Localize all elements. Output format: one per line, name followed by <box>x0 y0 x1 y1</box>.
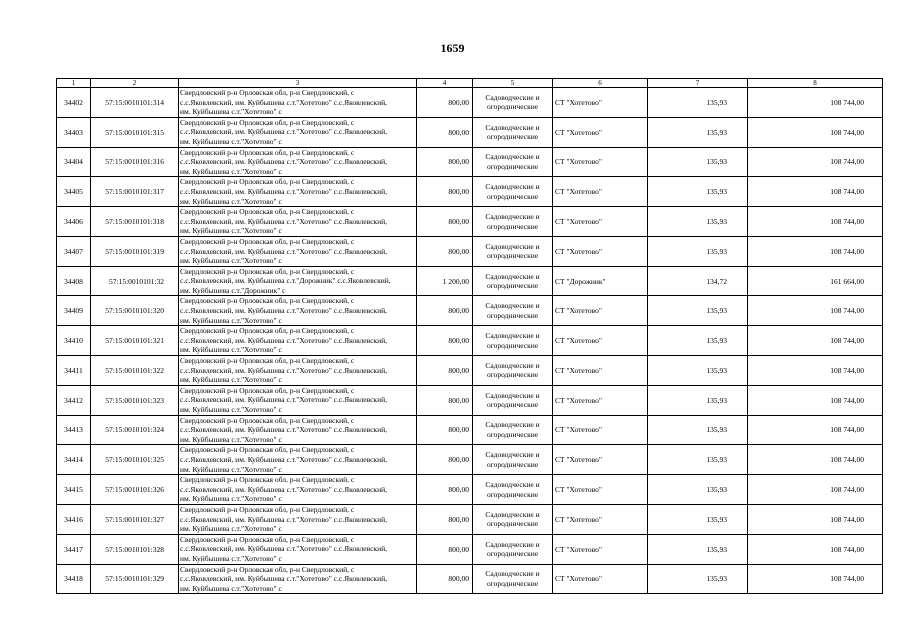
address-cell <box>179 504 417 534</box>
cadastral-value-cell: 161 664,00 <box>748 266 883 296</box>
cadastral-number-cell: 57:15:0010101:320 <box>91 296 179 326</box>
table-row <box>57 475 883 505</box>
area-cell: 800,00 <box>417 415 473 445</box>
record-number-cell: 34415 <box>57 475 91 505</box>
land-use-cell: Садоводческие и огороднические <box>473 475 553 505</box>
address-line: Свердловский р-н Орловская обл, р-н Свердловский, с <box>180 445 355 455</box>
area-cell: 800,00 <box>417 326 473 356</box>
cadastral-value-cell: 108 744,00 <box>748 236 883 266</box>
address-line: им. Куйбышева с.т."Хотетово" с <box>180 524 282 534</box>
cadastral-value-cell: 108 744,00 <box>748 534 883 564</box>
address-line: Свердловский р-н Орловская обл, р-н Свердловский, с <box>180 266 355 276</box>
address-line: им. Куйбышева с.т."Хотетово" с <box>180 345 282 355</box>
table-row <box>57 207 883 237</box>
address-line: им. Куйбышева с.т."Дорожник" с <box>180 285 286 295</box>
organization-cell: СТ "Хотетово" <box>553 504 648 534</box>
land-use-cell: Садоводческие и огороднические <box>473 445 553 475</box>
area-cell: 800,00 <box>417 445 473 475</box>
table-row <box>57 88 883 118</box>
organization-cell: СТ "Хотетово" <box>553 296 648 326</box>
area-cell: 1 200,00 <box>417 266 473 296</box>
address-line: Свердловский р-н Орловская обл, р-н Свердловский, с <box>180 236 355 246</box>
organization-cell: СТ "Хотетово" <box>553 356 648 386</box>
address-line: с.с.Яковлевский, им. Куйбышева с.т."Хотетово" с.с.Яковлевский, <box>180 425 387 435</box>
column-number-row <box>57 79 883 88</box>
record-number-cell: 34408 <box>57 266 91 296</box>
cadastral-number-cell: 57:15:0010101:315 <box>91 117 179 147</box>
land-register-table <box>56 78 883 594</box>
address-line: им. Куйбышева с.т."Хотетово" с <box>180 553 282 563</box>
table-row <box>57 326 883 356</box>
address-line: с.с.Яковлевский, им. Куйбышева с.т."Хотетово" с.с.Яковлевский, <box>180 395 387 405</box>
unit-value-cell: 135,93 <box>648 147 748 177</box>
table-row <box>57 534 883 564</box>
record-number-cell: 34413 <box>57 415 91 445</box>
unit-value-cell: 135,93 <box>648 177 748 207</box>
cadastral-value-cell: 108 744,00 <box>748 445 883 475</box>
land-use-cell: Садоводческие и огороднические <box>473 236 553 266</box>
cadastral-number-cell: 57:15:0010101:327 <box>91 504 179 534</box>
address-line: им. Куйбышева с.т."Хотетово" с <box>180 315 282 325</box>
address-line: с.с.Яковлевский, им. Куйбышева с.т."Хотетово" с.с.Яковлевский, <box>180 574 387 584</box>
address-line: Свердловский р-н Орловская обл, р-н Свердловский, с <box>180 326 355 336</box>
cadastral-number-cell: 57:15:0010101:325 <box>91 445 179 475</box>
address-line: с.с.Яковлевский, им. Куйбышева с.т."Хотетово" с.с.Яковлевский, <box>180 365 387 375</box>
cadastral-value-cell: 108 744,00 <box>748 207 883 237</box>
address-line: Свердловский р-н Орловская обл, р-н Свердловский, с <box>180 475 355 485</box>
record-number-cell: 34404 <box>57 147 91 177</box>
organization-cell: СТ "Хотетово" <box>553 415 648 445</box>
cadastral-number-cell: 57:15:0010101:32 <box>91 266 179 296</box>
address-line: Свердловский р-н Орловская обл, р-н Свердловский, с <box>180 177 355 187</box>
address-line: Свердловский р-н Орловская обл, р-н Свердловский, с <box>180 564 355 574</box>
address-line: им. Куйбышева с.т."Хотетово" с <box>180 196 282 206</box>
table-row <box>57 296 883 326</box>
cadastral-value-cell: 108 744,00 <box>748 117 883 147</box>
address-line: с.с.Яковлевский, им. Куйбышева с.т."Хотетово" с.с.Яковлевский, <box>180 216 387 226</box>
cadastral-number-cell: 57:15:0010101:319 <box>91 236 179 266</box>
land-use-cell: Садоводческие и огороднические <box>473 385 553 415</box>
land-use-cell: Садоводческие и огороднические <box>473 564 553 594</box>
unit-value-cell: 134,72 <box>648 266 748 296</box>
address-line: с.с.Яковлевский, им. Куйбышева с.т."Хотетово" с.с.Яковлевский, <box>180 157 387 167</box>
cadastral-number-cell: 57:15:0010101:322 <box>91 356 179 386</box>
unit-value-cell: 135,93 <box>648 564 748 594</box>
address-line: им. Куйбышева с.т."Хотетово" с <box>180 107 282 117</box>
address-line: с.с.Яковлевский, им. Куйбышева с.т."Хотетово" с.с.Яковлевский, <box>180 306 387 316</box>
area-cell: 800,00 <box>417 356 473 386</box>
address-line: с.с.Яковлевский, им. Куйбышева с.т."Хотетово" с.с.Яковлевский, <box>180 335 387 345</box>
cadastral-number-cell: 57:15:0010101:329 <box>91 564 179 594</box>
cadastral-number-cell: 57:15:0010101:328 <box>91 534 179 564</box>
address-cell <box>179 236 417 266</box>
cadastral-number-cell: 57:15:0010101:324 <box>91 415 179 445</box>
cadastral-value-cell: 108 744,00 <box>748 475 883 505</box>
land-use-cell: Садоводческие и огороднические <box>473 326 553 356</box>
organization-cell: СТ "Хотетово" <box>553 236 648 266</box>
record-number-cell: 34407 <box>57 236 91 266</box>
address-line: Свердловский р-н Орловская обл, р-н Свердловский, с <box>180 296 355 306</box>
address-line: Свердловский р-н Орловская обл, р-н Свердловский, с <box>180 88 355 97</box>
land-use-cell: Садоводческие и огороднические <box>473 88 553 118</box>
column-header: 4 <box>417 79 473 88</box>
record-number-cell: 34411 <box>57 356 91 386</box>
cadastral-value-cell: 108 744,00 <box>748 147 883 177</box>
organization-cell: СТ "Хотетово" <box>553 117 648 147</box>
address-line: Свердловский р-н Орловская обл, р-н Свердловский, с <box>180 356 355 366</box>
table-row <box>57 415 883 445</box>
address-cell <box>179 415 417 445</box>
address-line: Свердловский р-н Орловская обл, р-н Свердловский, с <box>180 385 355 395</box>
land-use-cell: Садоводческие и огороднические <box>473 207 553 237</box>
unit-value-cell: 135,93 <box>648 475 748 505</box>
cadastral-number-cell: 57:15:0010101:314 <box>91 88 179 118</box>
cadastral-value-cell: 108 744,00 <box>748 296 883 326</box>
unit-value-cell: 135,93 <box>648 534 748 564</box>
address-line: им. Куйбышева с.т."Хотетово" с <box>180 256 282 266</box>
address-line: Свердловский р-н Орловская обл, р-н Свердловский, с <box>180 207 355 217</box>
area-cell: 800,00 <box>417 534 473 564</box>
address-line: им. Куйбышева с.т."Хотетово" с <box>180 375 282 385</box>
area-cell: 800,00 <box>417 475 473 505</box>
address-cell <box>179 385 417 415</box>
table-row <box>57 147 883 177</box>
table-row <box>57 356 883 386</box>
land-use-cell: Садоводческие и огороднические <box>473 117 553 147</box>
table-row <box>57 177 883 207</box>
area-cell: 800,00 <box>417 88 473 118</box>
record-number-cell: 34405 <box>57 177 91 207</box>
unit-value-cell: 135,93 <box>648 504 748 534</box>
area-cell: 800,00 <box>417 117 473 147</box>
land-use-cell: Садоводческие и огороднические <box>473 356 553 386</box>
address-cell <box>179 266 417 296</box>
area-cell: 800,00 <box>417 177 473 207</box>
unit-value-cell: 135,93 <box>648 88 748 118</box>
cadastral-value-cell: 108 744,00 <box>748 385 883 415</box>
address-line: им. Куйбышева с.т."Хотетово" с <box>180 434 282 444</box>
area-cell: 800,00 <box>417 147 473 177</box>
cadastral-value-cell: 108 744,00 <box>748 504 883 534</box>
record-number-cell: 34414 <box>57 445 91 475</box>
table-row <box>57 385 883 415</box>
land-use-cell: Садоводческие и огороднические <box>473 296 553 326</box>
unit-value-cell: 135,93 <box>648 207 748 237</box>
address-line: Свердловский р-н Орловская обл, р-н Свердловский, с <box>180 117 355 127</box>
address-line: с.с.Яковлевский, им. Куйбышева с.т."Хотетово" с.с.Яковлевский, <box>180 514 387 524</box>
land-use-cell: Садоводческие и огороднические <box>473 504 553 534</box>
record-number-cell: 34402 <box>57 88 91 118</box>
land-use-cell: Садоводческие и огороднические <box>473 177 553 207</box>
unit-value-cell: 135,93 <box>648 117 748 147</box>
address-line: им. Куйбышева с.т."Хотетово" с <box>180 136 282 146</box>
record-number-cell: 34412 <box>57 385 91 415</box>
address-cell <box>179 177 417 207</box>
cadastral-value-cell: 108 744,00 <box>748 177 883 207</box>
address-line: Свердловский р-н Орловская обл, р-н Свердловский, с <box>180 504 355 514</box>
cadastral-value-cell: 108 744,00 <box>748 415 883 445</box>
address-line: с.с.Яковлевский, им. Куйбышева с.т."Хотетово" с.с.Яковлевский, <box>180 97 387 107</box>
unit-value-cell: 135,93 <box>648 385 748 415</box>
unit-value-cell: 135,93 <box>648 445 748 475</box>
organization-cell: СТ "Хотетово" <box>553 147 648 177</box>
address-line: с.с.Яковлевский, им. Куйбышева с.т."Хотетово" с.с.Яковлевский, <box>180 186 387 196</box>
unit-value-cell: 135,93 <box>648 296 748 326</box>
address-cell <box>179 147 417 177</box>
area-cell: 800,00 <box>417 236 473 266</box>
cadastral-value-cell: 108 744,00 <box>748 88 883 118</box>
address-cell <box>179 207 417 237</box>
cadastral-number-cell: 57:15:0010101:316 <box>91 147 179 177</box>
cadastral-number-cell: 57:15:0010101:321 <box>91 326 179 356</box>
address-line: с.с.Яковлевский, им. Куйбышева с.т."Хотетово" с.с.Яковлевский, <box>180 484 387 494</box>
column-header: 3 <box>179 79 417 88</box>
unit-value-cell: 135,93 <box>648 356 748 386</box>
address-line: с.с.Яковлевский, им. Куйбышева с.т."Хотетово" с.с.Яковлевский, <box>180 454 387 464</box>
unit-value-cell: 135,93 <box>648 415 748 445</box>
area-cell: 800,00 <box>417 296 473 326</box>
cadastral-number-cell: 57:15:0010101:318 <box>91 207 179 237</box>
organization-cell: СТ "Хотетово" <box>553 88 648 118</box>
address-cell <box>179 534 417 564</box>
record-number-cell: 34406 <box>57 207 91 237</box>
organization-cell: СТ "Хотетово" <box>553 534 648 564</box>
column-header: 5 <box>473 79 553 88</box>
cadastral-value-cell: 108 744,00 <box>748 326 883 356</box>
address-line: Свердловский р-н Орловская обл, р-н Свердловский, с <box>180 415 355 425</box>
table-row <box>57 504 883 534</box>
cadastral-value-cell: 108 744,00 <box>748 356 883 386</box>
address-line: с.с.Яковлевский, им. Куйбышева с.т."Хотетово" с.с.Яковлевский, <box>180 544 387 554</box>
column-header: 7 <box>648 79 748 88</box>
organization-cell: СТ "Хотетово" <box>553 177 648 207</box>
address-line: им. Куйбышева с.т."Хотетово" с <box>180 166 282 176</box>
table-row <box>57 445 883 475</box>
organization-cell: СТ "Хотетово" <box>553 475 648 505</box>
address-cell <box>179 88 417 118</box>
column-header: 2 <box>91 79 179 88</box>
address-line: им. Куйбышева с.т."Хотетово" с <box>180 226 282 236</box>
organization-cell: СТ "Хотетово" <box>553 445 648 475</box>
cadastral-number-cell: 57:15:0010101:317 <box>91 177 179 207</box>
area-cell: 800,00 <box>417 564 473 594</box>
address-cell <box>179 475 417 505</box>
land-use-cell: Садоводческие и огороднические <box>473 415 553 445</box>
unit-value-cell: 135,93 <box>648 236 748 266</box>
area-cell: 800,00 <box>417 207 473 237</box>
record-number-cell: 34409 <box>57 296 91 326</box>
organization-cell: СТ "Хотетово" <box>553 326 648 356</box>
page-number: 1659 <box>440 41 465 55</box>
organization-cell: СТ "Хотетово" <box>553 564 648 594</box>
address-cell <box>179 296 417 326</box>
address-line: им. Куйбышева с.т."Хотетово" с <box>180 583 282 593</box>
cadastral-value-cell: 108 744,00 <box>748 564 883 594</box>
column-header: 1 <box>57 79 91 88</box>
organization-cell: СТ "Хотетово" <box>553 385 648 415</box>
area-cell: 800,00 <box>417 504 473 534</box>
table-row <box>57 266 883 296</box>
record-number-cell: 34416 <box>57 504 91 534</box>
record-number-cell: 34418 <box>57 564 91 594</box>
organization-cell: СТ "Дорожник" <box>553 266 648 296</box>
table-row <box>57 236 883 266</box>
land-use-cell: Садоводческие и огороднические <box>473 266 553 296</box>
organization-cell: СТ "Хотетово" <box>553 207 648 237</box>
address-line: Свердловский р-н Орловская обл, р-н Свердловский, с <box>180 147 355 157</box>
address-cell <box>179 326 417 356</box>
address-cell <box>179 117 417 147</box>
column-header: 8 <box>748 79 883 88</box>
address-cell <box>179 445 417 475</box>
table-row <box>57 564 883 594</box>
cadastral-number-cell: 57:15:0010101:323 <box>91 385 179 415</box>
record-number-cell: 34410 <box>57 326 91 356</box>
address-line: им. Куйбышева с.т."Хотетово" с <box>180 464 282 474</box>
address-line: с.с.Яковлевский, им. Куйбышева с.т."Хотетово" с.с.Яковлевский, <box>180 246 387 256</box>
address-cell <box>179 356 417 386</box>
record-number-cell: 34403 <box>57 117 91 147</box>
land-use-cell: Садоводческие и огороднические <box>473 147 553 177</box>
address-line: им. Куйбышева с.т."Хотетово" с <box>180 494 282 504</box>
unit-value-cell: 135,93 <box>648 326 748 356</box>
address-cell <box>179 564 417 594</box>
cadastral-number-cell: 57:15:0010101:326 <box>91 475 179 505</box>
address-line: с.с.Яковлевский, им. Куйбышева с.т."Хотетово" с.с.Яковлевский, <box>180 127 387 137</box>
address-line: с.с.Яковлевский, им. Куйбышева с.т."Дорожник" с.с.Яковлевский, <box>180 276 391 286</box>
area-cell: 800,00 <box>417 385 473 415</box>
address-line: им. Куйбышева с.т."Хотетово" с <box>180 405 282 414</box>
table-row <box>57 117 883 147</box>
column-header: 6 <box>553 79 648 88</box>
address-line: Свердловский р-н Орловская обл, р-н Свердловский, с <box>180 534 355 544</box>
record-number-cell: 34417 <box>57 534 91 564</box>
land-use-cell: Садоводческие и огороднические <box>473 534 553 564</box>
